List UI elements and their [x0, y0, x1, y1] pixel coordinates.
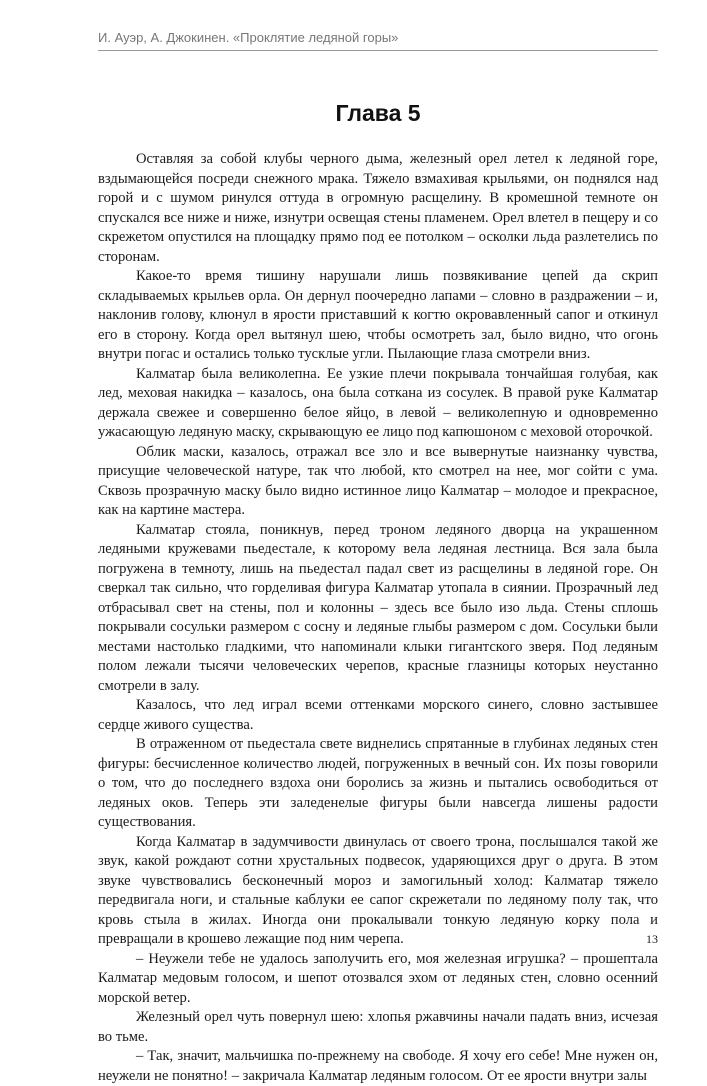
paragraph: Когда Калматар в задумчивости двинулась от своего трона, послышался такой же звук, какой рождают сотни хрустальных подвесок, ударяющихся друг о друга. В этом звуке чувствовались бесконечный мороз и замогильный холод: Калматар тяжело передвигала ноги, и стальные каблуки ее сапог скрежетали по ледяному полу так, что кровь стыла в жилах. Иногда они прокалывали тонкую ледяную корку пола и превращали в крошево лежащие под ним черепа.	[98, 833, 658, 947]
paragraph: Какое-то время тишину нарушали лишь позвякивание цепей да скрип складываемых крыльев орла. Он дернул поочередно лапами – словно в раздражении – и, наклонив голову, клюнул в ярости приставший к когтю окровавленный сапог и откинул его в сторону. Когда орел вытянул шею, чтобы осмотреть зал, было видно, что огонь внутри погас и остались только тусклые угли. Пылающие глаза смотрели вниз.	[98, 268, 658, 362]
header-rule	[98, 50, 658, 51]
paragraph: – Так, значит, мальчишка по-прежнему на свободе. Я хочу его себе! Мне нужен он, неужели не понятно! – закричала Калматар ледяным голосом. От ее ярости внутри залы	[98, 1048, 658, 1084]
paragraph: – Неужели тебе не удалось заполучить его, моя железная игрушка? – прошептала Калматар медовым голосом, и шепот отозвался эхом от ледяных стен, словно осенний морской ветер.	[98, 950, 658, 1006]
page-number: 13	[646, 932, 658, 946]
paragraph: Калматар стояла, поникнув, перед троном ледяного дворца на украшенном ледяными кружевами пьедестале, к которому вела ледяная лестница. Вся зала была погружена в темноту, лишь на пьедестал падал свет из расщелины в ледяной горе. Он сверкал так сильно, что горделивая фигура Калматар утопала в сиянии. Прозрачный лед отбрасывал свет на стены, пол и колонны – здесь все было изо льда. Стены сплошь покрывали сосульки размером с сосну и ледяные глыбы размером с дом. Сосульки были местами настолько гладкими, что напоминали клыки гигантского зверя. Под ледяным полом лежали тысячи человеческих черепов, красные глазницы которых неустанно смотрели в залу.	[98, 521, 658, 694]
paragraph: Казалось, что лед играл всеми оттенками морского синего, словно застывшее сердце живого существа.	[98, 697, 658, 733]
paragraph: Калматар была великолепна. Ее узкие плечи покрывала тончайшая голубая, как лед, меховая накидка – казалось, она была соткана из сосулек. В правой руке Калматар держала свежее и совершенно белое яйцо, в левой – великолепную и одновременно ужасающую ледяную маску, скрывающую ее лицо под капюшоном с меховой оторочкой.	[98, 365, 658, 440]
running-head: И. Ауэр, А. Джокинен. «Проклятие ледяной горы»	[98, 30, 399, 45]
paragraph: Облик маски, казалось, отражал все зло и все вывернутые наизнанку чувства, присущие человеческой натуре, так что любой, кто смотрел на нее, мог сойти с ума. Сквозь прозрачную маску было видно истинное лицо Калматар – молодое и прекрасное, как на картине мастера.	[98, 443, 658, 518]
chapter-title: Глава 5	[335, 100, 421, 126]
paragraph: Железный орел чуть повернул шею: хлопья ржавчины начали падать вниз, исчезая во тьме.	[98, 1009, 658, 1045]
paragraph: В отраженном от пьедестала свете виднелись спрятанные в глубинах ледяных стен фигуры: бесчисленное количество людей, погруженных в вечный сон. Их позы говорили о том, что до последнего вздоха они боролись за жизнь и пытались освободиться от ледяных оков. Теперь эти заледенелые фигуры были навсегда лишены радости существования.	[98, 736, 658, 830]
paragraph: Оставляя за собой клубы черного дыма, железный орел летел к ледяной горе, вздымающейся посреди снежного мрака. Тяжело взмахивая крыльями, он поднялся над горой и с шумом ринулся оттуда в огромную расщелину. В кромешной темноте он спускался все ниже и ниже, изнутри освещая стены пламенем. Орел влетел в пещеру и со скрежетом опустился на площадку прямо под ее потолком – осколки льда разлетелись по сторонам.	[98, 151, 658, 265]
